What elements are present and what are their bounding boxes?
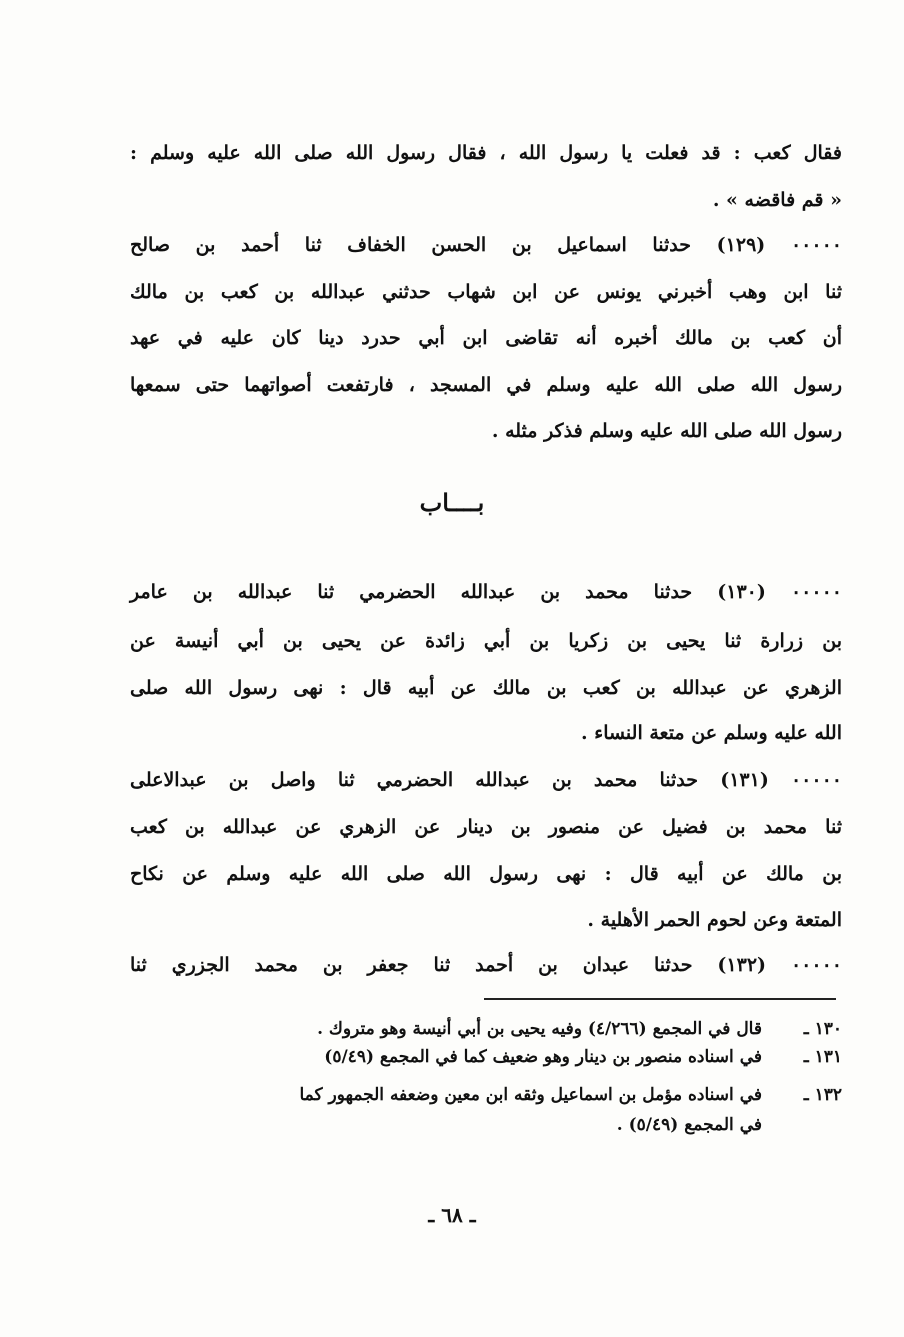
text-line: « قم فاقضه » .: [712, 189, 842, 211]
footnote: [299, 1082, 842, 1108]
footnote-text: في اسناده مؤمل بن اسماعيل وثقه ابن معين وضعفه الجمهور كما: [299, 1085, 762, 1105]
page-number: ـ ٦٨ ـ: [428, 1203, 476, 1227]
text-line: ٠٠٠٠٠ (١٢٩) حدثنا اسماعيل بن الحسن الخفاف ثنا أحمد بن صالح: [130, 234, 842, 256]
footnote: [317, 1016, 842, 1042]
text-line: ٠٠٠٠٠ (١٣١) حدثنا محمد بن عبدالله الحضرمي ثنا واصل بن عبدالاعلى: [130, 769, 842, 791]
footnote-number: ١٣٠ ـ: [803, 1019, 842, 1039]
footnote-divider: [484, 998, 836, 1000]
footnote-text: في المجمع (٥/٤٩) .: [616, 1115, 762, 1135]
text-line: ٠٠٠٠٠ (١٣٢) حدثنا عبدان بن أحمد ثنا جعفر بن محمد الجزري ثنا: [130, 954, 842, 976]
text-line: ثنا ابن وهب أخبرني يونس عن ابن شهاب حدثني عبدالله بن كعب بن مالك: [130, 281, 842, 303]
text-line: بن مالك عن أبيه قال : نهى رسول الله صلى الله عليه وسلم عن نكاح: [130, 863, 842, 885]
footnote-number: ١٣١ ـ: [803, 1047, 842, 1067]
text-line: رسول الله صلى الله عليه وسلم في المسجد ، فارتفعت أصواتهما حتى سمعها: [130, 374, 842, 396]
footnote: [617, 1112, 842, 1138]
text-line: فقال كعب : قد فعلت يا رسول الله ، فقال رسول الله صلى الله عليه وسلم :: [130, 142, 842, 164]
text-line: رسول الله صلى الله عليه وسلم فذكر مثله .: [491, 420, 842, 442]
footnote-number: ١٣٢ ـ: [803, 1085, 842, 1105]
footnote: [324, 1044, 842, 1070]
text-line: ثنا محمد بن فضيل عن منصور بن دينار عن الزهري عن عبدالله بن كعب: [130, 816, 842, 838]
text-line: الله عليه وسلم عن متعة النساء .: [581, 722, 842, 744]
footnote-text: قال في المجمع (٤/٢٦٦) وفيه يحيى بن أبي أنيسة وهو متروك .: [317, 1019, 762, 1039]
text-line: ٠٠٠٠٠ (١٣٠) حدثنا محمد بن عبدالله الحضرمي ثنا عبدالله بن عامر: [130, 581, 842, 603]
text-line: المتعة وعن لحوم الحمر الأهلية .: [587, 909, 842, 931]
section-heading: بــــاب: [419, 488, 485, 517]
text-line: بن زرارة ثنا يحيى بن زكريا بن أبي زائدة عن يحيى بن أبي أنيسة عن: [130, 630, 842, 652]
text-line: أن كعب بن مالك أخبره أنه تقاضى ابن أبي حدرد دينا كان عليه في عهد: [130, 327, 842, 349]
text-line: الزهري عن عبدالله بن كعب بن مالك عن أبيه قال : نهى رسول الله صلى: [130, 677, 842, 699]
footnote-text: في اسناده منصور بن دينار وهو ضعيف كما في المجمع (٥/٤٩): [324, 1047, 762, 1067]
